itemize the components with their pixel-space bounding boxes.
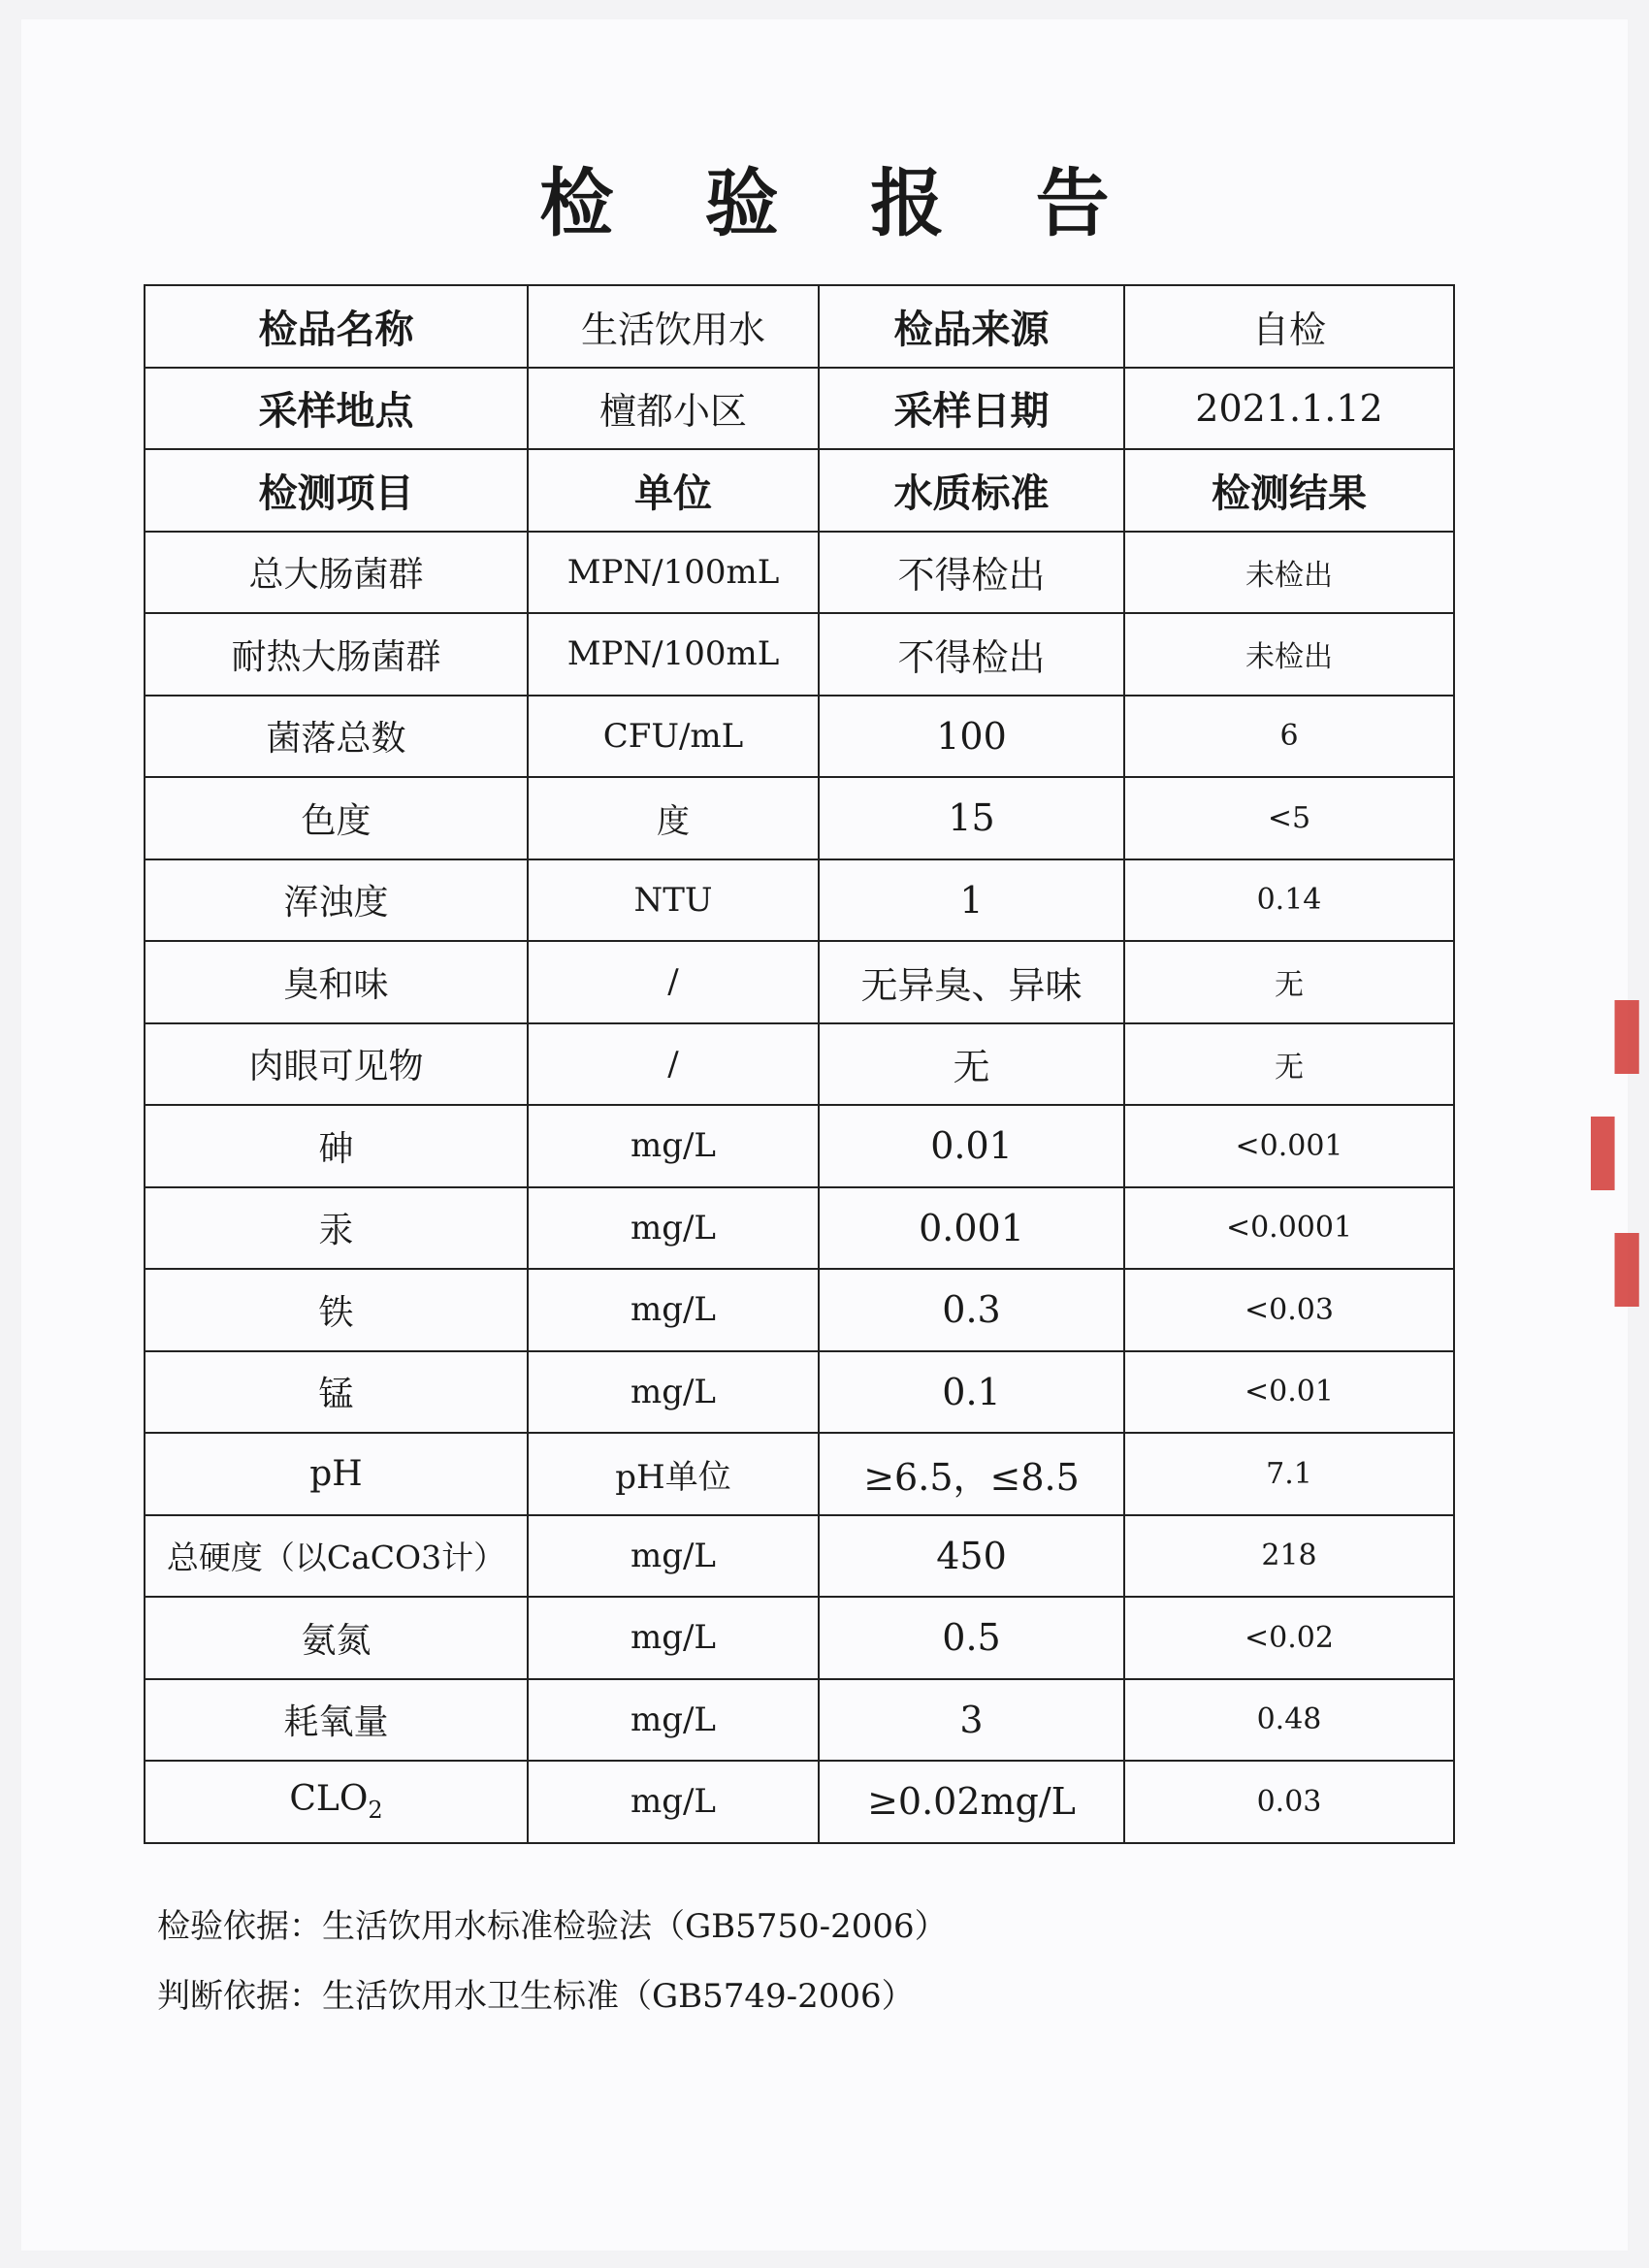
item-name: 耗氧量: [145, 1679, 528, 1762]
item-unit: /: [528, 1023, 819, 1106]
item-standard: 1: [819, 859, 1124, 942]
item-name: 耐热大肠菌群: [145, 613, 528, 696]
item-standard: 无: [819, 1023, 1124, 1106]
stamp-mark: ▌: [1591, 1118, 1639, 1190]
table-row: [145, 613, 1454, 696]
item-result: 无: [1124, 941, 1454, 1023]
table-row: [145, 941, 1454, 1023]
item-name: 砷: [145, 1105, 528, 1187]
item-name-main: CLO: [289, 1779, 369, 1820]
item-name: pH: [145, 1433, 528, 1515]
table-row: [145, 777, 1454, 859]
table-row: [145, 1351, 1454, 1434]
date-value: 2021.1.12: [1124, 368, 1454, 450]
item-result: 无: [1124, 1023, 1454, 1106]
info-row-sampling: [145, 368, 1454, 450]
stamp-mark: ▐: [1591, 1235, 1639, 1307]
item-unit: mg/L: [528, 1761, 819, 1843]
info-row-sample: [145, 285, 1454, 368]
item-unit: MPN/100mL: [528, 613, 819, 696]
name-value: 生活饮用水: [528, 285, 819, 368]
item-name: 总硬度（以CaCO3计）: [145, 1515, 528, 1598]
item-standard: ≥0.02mg/L: [819, 1761, 1124, 1843]
table-row: [145, 1023, 1454, 1106]
item-unit: mg/L: [528, 1187, 819, 1270]
table-row: [145, 1187, 1454, 1270]
item-standard: 450: [819, 1515, 1124, 1598]
item-unit: mg/L: [528, 1515, 819, 1598]
item-result: <5: [1124, 777, 1454, 859]
item-name-subscript: 2: [368, 1797, 383, 1825]
item-unit: mg/L: [528, 1597, 819, 1679]
item-name: 肉眼可见物: [145, 1023, 528, 1106]
item-unit: mg/L: [528, 1351, 819, 1434]
item-unit: NTU: [528, 859, 819, 942]
item-standard: 0.001: [819, 1187, 1124, 1270]
place-label: 采样地点: [145, 368, 528, 450]
red-seal-stamp: [1591, 980, 1649, 1329]
item-standard: 0.1: [819, 1351, 1124, 1434]
item-result: <0.02: [1124, 1597, 1454, 1679]
item-standard: 不得检出: [819, 532, 1124, 614]
item-name: 菌落总数: [145, 696, 528, 778]
table-row: [145, 696, 1454, 778]
item-standard: 不得检出: [819, 613, 1124, 696]
item-result: <0.0001: [1124, 1187, 1454, 1270]
table-row: [145, 1597, 1454, 1679]
item-result: 0.48: [1124, 1679, 1454, 1762]
judgment-basis: 判断依据：生活饮用水卫生标准（GB5749-2006）: [157, 1977, 915, 2016]
item-unit: MPN/100mL: [528, 532, 819, 614]
item-standard: 3: [819, 1679, 1124, 1762]
report-table: [144, 284, 1455, 1844]
item-result: <0.01: [1124, 1351, 1454, 1434]
item-name: 锰: [145, 1351, 528, 1434]
item-unit: 度: [528, 777, 819, 859]
item-result: 未检出: [1124, 613, 1454, 696]
item-unit: mg/L: [528, 1679, 819, 1762]
item-name: 臭和味: [145, 941, 528, 1023]
table-row: [145, 1761, 1454, 1843]
item-name: 浑浊度: [145, 859, 528, 942]
item-result: 218: [1124, 1515, 1454, 1598]
item-name: [145, 1761, 528, 1843]
date-label: 采样日期: [819, 368, 1124, 450]
table-row: [145, 1515, 1454, 1598]
inspection-basis: 检验依据：生活饮用水标准检验法（GB5750-2006）: [157, 1907, 948, 1946]
item-result: 未检出: [1124, 532, 1454, 614]
item-standard: 0.01: [819, 1105, 1124, 1187]
item-standard: ≥6.5，≤8.5: [819, 1433, 1124, 1515]
table-row: [145, 1679, 1454, 1762]
item-result: 0.14: [1124, 859, 1454, 942]
place-value: 檀都小区: [528, 368, 819, 450]
table-row: [145, 1105, 1454, 1187]
column-header: 水质标准: [819, 449, 1124, 532]
item-standard: 15: [819, 777, 1124, 859]
report-title: 检 验 报 告: [539, 160, 1143, 246]
source-value: 自检: [1124, 285, 1454, 368]
item-unit: mg/L: [528, 1105, 819, 1187]
item-unit: CFU/mL: [528, 696, 819, 778]
item-standard: 0.3: [819, 1269, 1124, 1351]
item-standard: 无异臭、异味: [819, 941, 1124, 1023]
table-row: [145, 1433, 1454, 1515]
table-row: [145, 1269, 1454, 1351]
item-result: 7.1: [1124, 1433, 1454, 1515]
column-header: 检测结果: [1124, 449, 1454, 532]
item-result: <0.03: [1124, 1269, 1454, 1351]
stamp-mark: ▐: [1591, 1002, 1639, 1074]
item-result: 0.03: [1124, 1761, 1454, 1843]
table-row: [145, 532, 1454, 614]
item-name: 氨氮: [145, 1597, 528, 1679]
item-unit: pH单位: [528, 1433, 819, 1515]
column-header-row: [145, 449, 1454, 532]
item-unit: mg/L: [528, 1269, 819, 1351]
column-header: 检测项目: [145, 449, 528, 532]
item-standard: 0.5: [819, 1597, 1124, 1679]
source-label: 检品来源: [819, 285, 1124, 368]
item-name: 汞: [145, 1187, 528, 1270]
column-header: 单位: [528, 449, 819, 532]
item-name: 色度: [145, 777, 528, 859]
item-name: 铁: [145, 1269, 528, 1351]
item-result: <0.001: [1124, 1105, 1454, 1187]
item-result: 6: [1124, 696, 1454, 778]
item-name: 总大肠菌群: [145, 532, 528, 614]
name-label: 检品名称: [145, 285, 528, 368]
item-standard: 100: [819, 696, 1124, 778]
table-row: [145, 859, 1454, 942]
item-unit: /: [528, 941, 819, 1023]
